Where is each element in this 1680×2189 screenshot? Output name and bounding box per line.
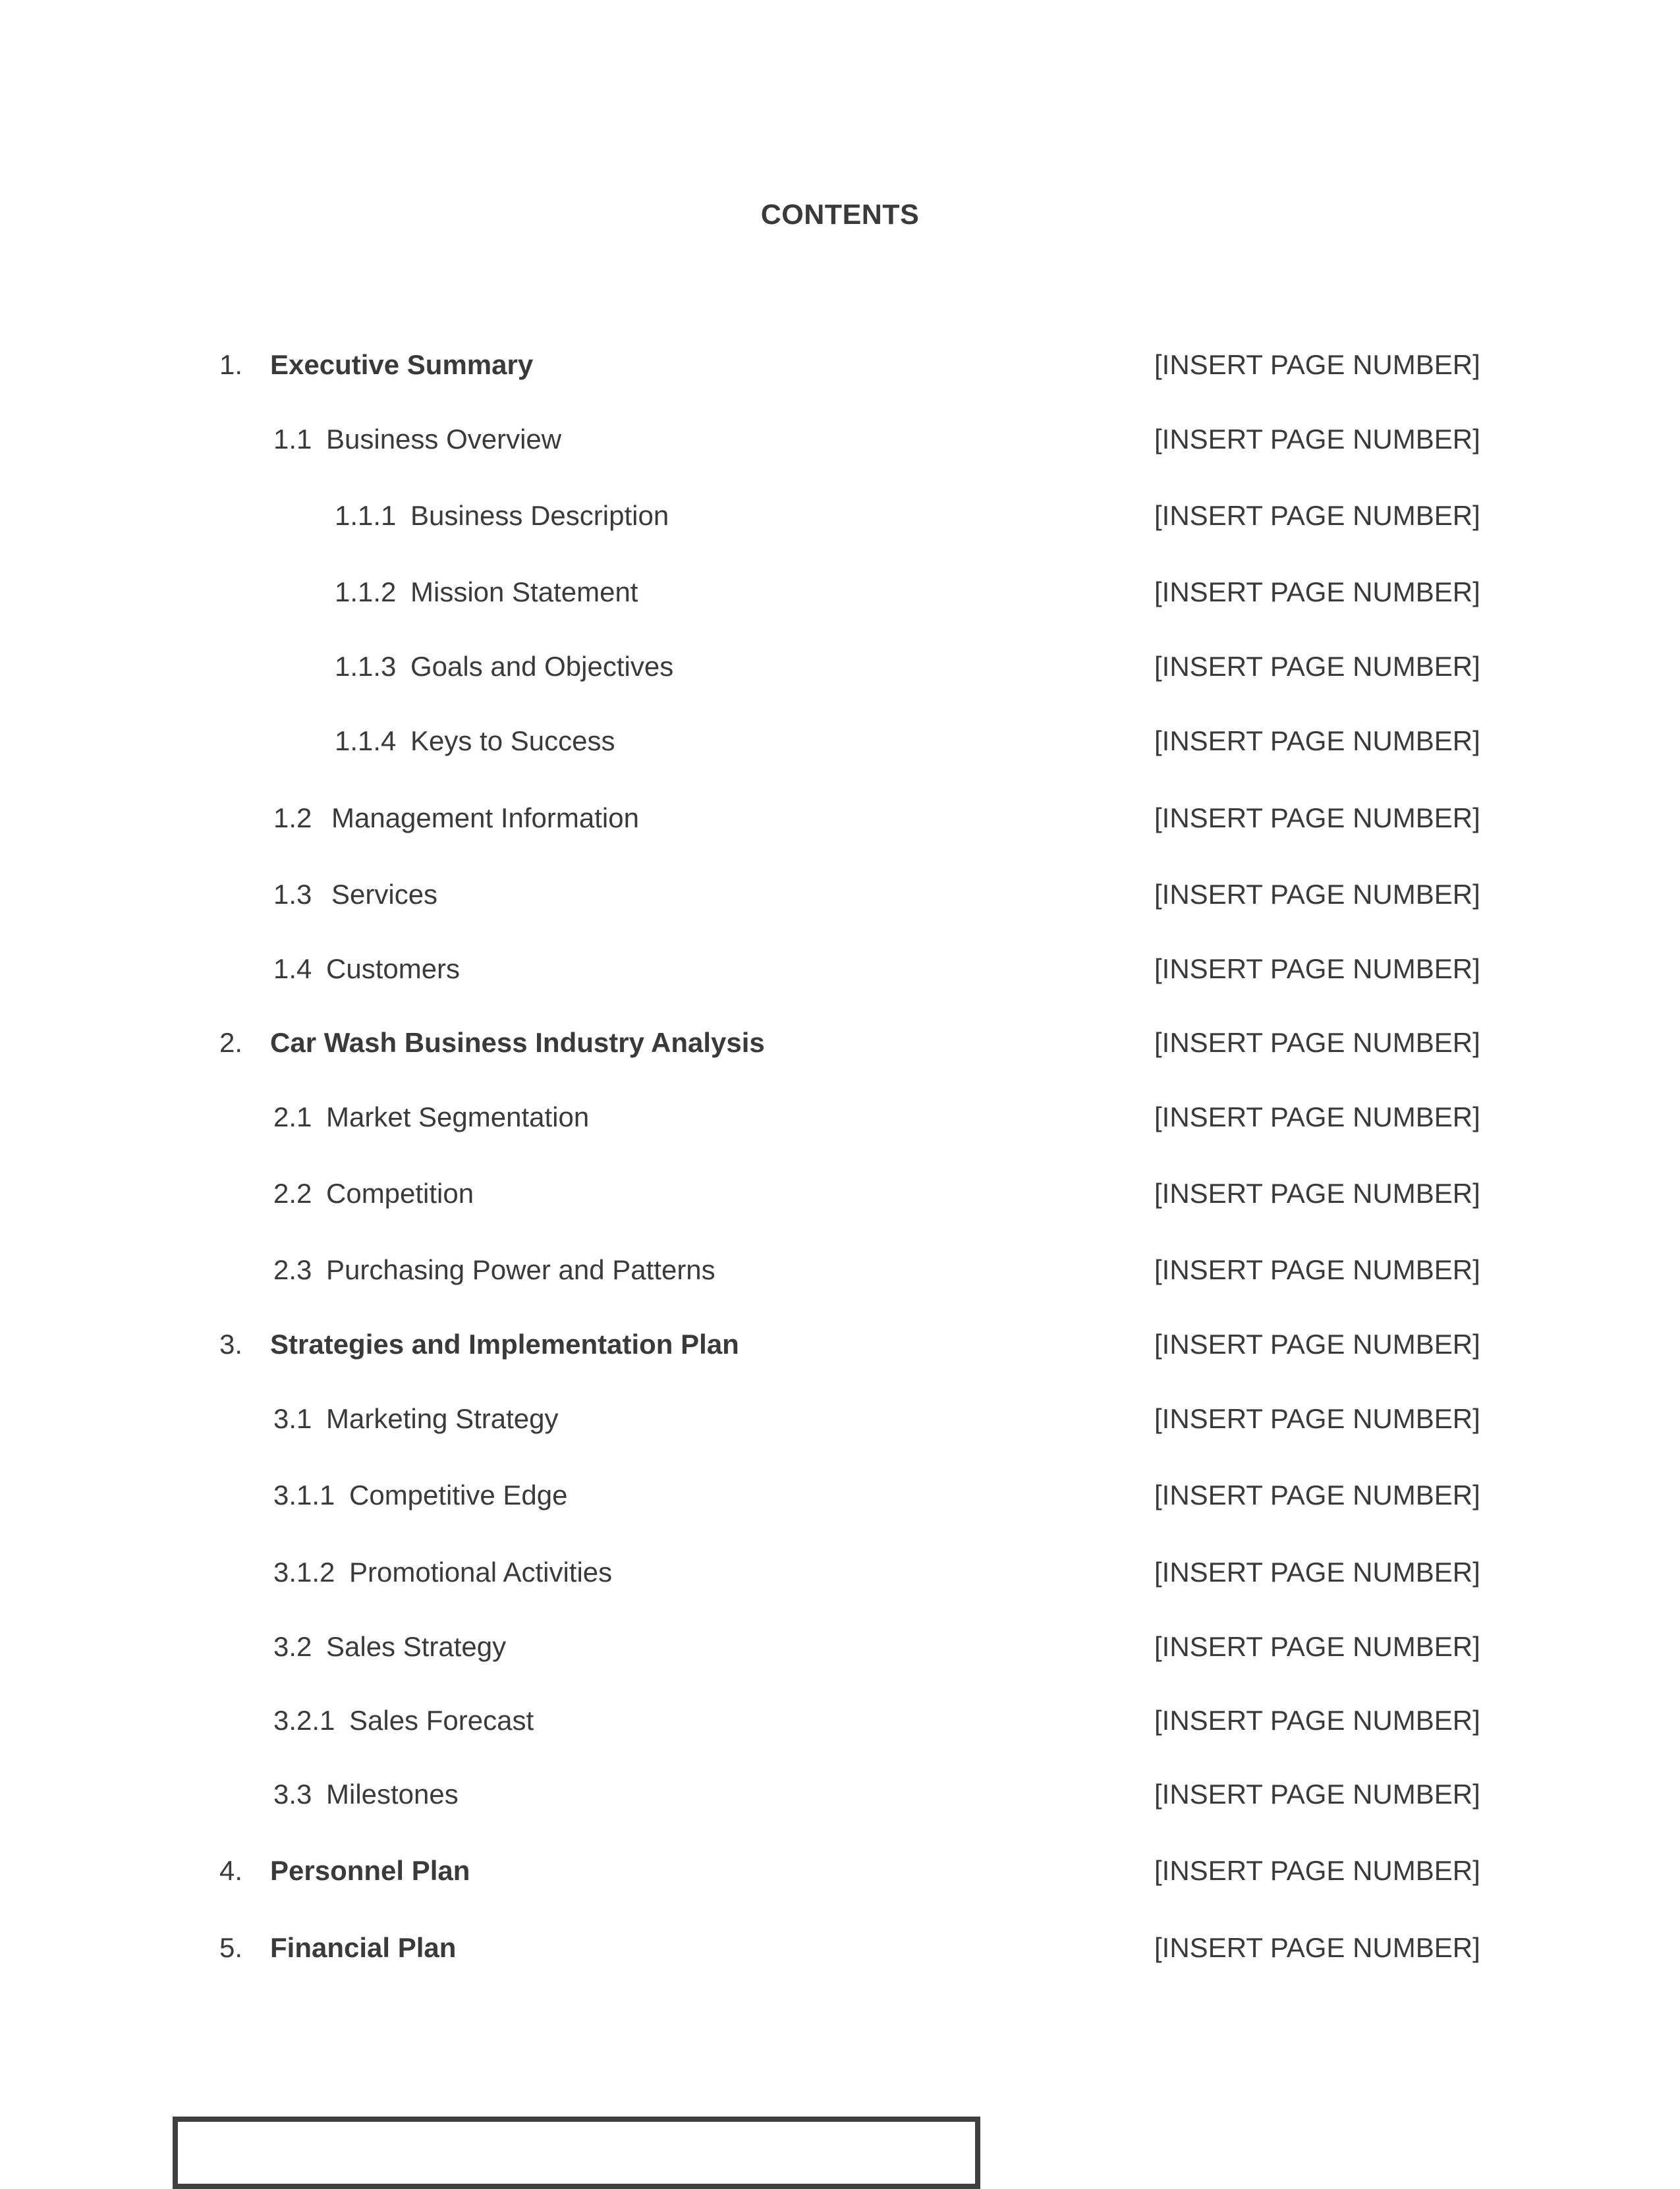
toc-entry-page: [INSERT PAGE NUMBER] [1154, 1403, 1480, 1434]
toc-entry [0, 424, 1680, 463]
toc-entry [0, 1403, 1680, 1443]
toc-entry [0, 1779, 1680, 1818]
toc-entry-label: Goals and Objectives [410, 651, 674, 682]
toc-entry-label: Business Overview [326, 424, 562, 455]
toc-entry-number: 3. [219, 1329, 243, 1360]
toc-entry-number: 1.2 [273, 802, 312, 833]
toc-entry-label: Milestones [326, 1779, 459, 1810]
toc-entry-page: [INSERT PAGE NUMBER] [1154, 1101, 1480, 1132]
toc-entry-label: Marketing Strategy [326, 1403, 559, 1434]
toc-entry-label: Car Wash Business Industry Analysis [270, 1027, 765, 1058]
toc-entry [0, 1855, 1680, 1895]
toc-entry-label: Promotional Activities [349, 1557, 613, 1588]
toc-entry-page: [INSERT PAGE NUMBER] [1154, 1480, 1480, 1510]
toc-entry-number: 1.1.2 [335, 576, 397, 607]
toc-entry [0, 576, 1680, 616]
toc-entry [0, 1101, 1680, 1141]
toc-entry [0, 1178, 1680, 1217]
toc-entry [0, 1254, 1680, 1294]
toc-entry [0, 651, 1680, 690]
toc-entry-label: Sales Strategy [326, 1631, 507, 1662]
toc-entry-label: Management Information [331, 802, 639, 833]
toc-entry-page: [INSERT PAGE NUMBER] [1154, 1557, 1480, 1588]
toc-entry-number: 1. [219, 349, 243, 380]
toc-entry-label: Strategies and Implementation Plan [270, 1329, 739, 1360]
toc-entry-number: 3.3 [273, 1779, 312, 1810]
toc-entry-page: [INSERT PAGE NUMBER] [1154, 1027, 1480, 1058]
toc-entry-page: [INSERT PAGE NUMBER] [1154, 576, 1480, 607]
toc-entry-number: 1.3 [273, 879, 312, 910]
toc-entry-page: [INSERT PAGE NUMBER] [1154, 500, 1480, 531]
toc-entry-page: [INSERT PAGE NUMBER] [1154, 651, 1480, 682]
page-title: CONTENTS [760, 199, 920, 231]
toc-entry-number: 3.2.1 [273, 1705, 335, 1736]
toc-entry-number: 4. [219, 1855, 243, 1886]
toc-entry [0, 1557, 1680, 1596]
toc-entry-page: [INSERT PAGE NUMBER] [1154, 1932, 1480, 1963]
toc-entry-number: 3.1 [273, 1403, 312, 1434]
toc-entry-number: 1.1.3 [335, 651, 397, 682]
toc-entry-page: [INSERT PAGE NUMBER] [1154, 1254, 1480, 1285]
toc-entry-label: Sales Forecast [349, 1705, 534, 1736]
toc-entry-label: Keys to Success [410, 725, 615, 756]
toc-entry-page: [INSERT PAGE NUMBER] [1154, 1705, 1480, 1736]
toc-entry-number: 1.1 [273, 424, 312, 455]
toc-entry-page: [INSERT PAGE NUMBER] [1154, 1631, 1480, 1662]
toc-entry-number: 2. [219, 1027, 243, 1058]
toc-entry-label: Mission Statement [410, 576, 638, 607]
toc-entry-number: 2.3 [273, 1254, 312, 1285]
toc-entry-label: Executive Summary [270, 349, 534, 380]
toc-entry-label: Competition [326, 1178, 474, 1209]
toc-entry-label: Customers [326, 953, 461, 984]
toc-entry-number: 2.1 [273, 1101, 312, 1132]
toc-entry-label: Financial Plan [270, 1932, 457, 1963]
toc-entry-page: [INSERT PAGE NUMBER] [1154, 953, 1480, 984]
toc-entry [0, 1329, 1680, 1368]
toc-entry [0, 879, 1680, 918]
toc-entry-page: [INSERT PAGE NUMBER] [1154, 1329, 1480, 1360]
toc-entry [0, 1027, 1680, 1067]
toc-entry-label: Personnel Plan [270, 1855, 470, 1886]
toc-entry-number: 5. [219, 1932, 243, 1963]
toc-entry-number: 1.4 [273, 953, 312, 984]
toc-entry-number: 1.1.4 [335, 725, 397, 756]
toc-entry-number: 2.2 [273, 1178, 312, 1209]
toc-entry [0, 725, 1680, 765]
toc-entry-label: Business Description [410, 500, 669, 531]
toc-entry-page: [INSERT PAGE NUMBER] [1154, 349, 1480, 380]
toc-entry-page: [INSERT PAGE NUMBER] [1154, 1779, 1480, 1810]
toc-entry-number: 3.1.1 [273, 1480, 335, 1510]
toc-entry-label: Market Segmentation [326, 1101, 590, 1132]
toc-entry [0, 500, 1680, 540]
toc-entry-label: Purchasing Power and Patterns [326, 1254, 715, 1285]
toc-entry-label: Competitive Edge [349, 1480, 568, 1510]
toc-entry [0, 802, 1680, 842]
toc-entry-page: [INSERT PAGE NUMBER] [1154, 879, 1480, 910]
toc-entry-number: 1.1.1 [335, 500, 397, 531]
bordered-text-box [173, 2117, 980, 2189]
toc-entry-page: [INSERT PAGE NUMBER] [1154, 1855, 1480, 1886]
toc-entry-page: [INSERT PAGE NUMBER] [1154, 725, 1480, 756]
toc-entry-page: [INSERT PAGE NUMBER] [1154, 802, 1480, 833]
toc-entry [0, 1631, 1680, 1671]
toc-entry-number: 3.2 [273, 1631, 312, 1662]
toc-entry [0, 1705, 1680, 1744]
toc-entry-number: 3.1.2 [273, 1557, 335, 1588]
toc-entry-page: [INSERT PAGE NUMBER] [1154, 424, 1480, 455]
toc-entry-label: Services [331, 879, 438, 910]
toc-entry [0, 953, 1680, 993]
toc-entry [0, 349, 1680, 389]
toc-entry [0, 1480, 1680, 1519]
toc-entry-page: [INSERT PAGE NUMBER] [1154, 1178, 1480, 1209]
toc-entry [0, 1932, 1680, 1972]
